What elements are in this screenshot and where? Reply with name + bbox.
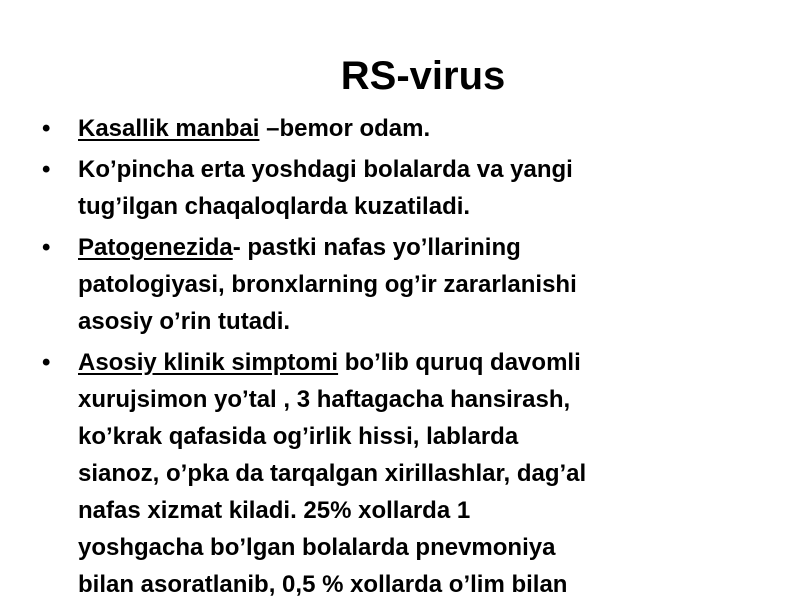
bullet-text: ko’krak qafasida og’irlik hissi, lablarda	[78, 423, 519, 450]
bullet-dot-icon: •	[42, 115, 51, 142]
bullet-text: - pastki nafas yo’llarining	[232, 234, 521, 261]
bullet-text: bilan asoratlanib, 0,5 % xollarda o’lim bilan	[78, 571, 568, 598]
bullet-line	[78, 566, 750, 600]
bullet-line	[78, 344, 750, 381]
bullet-line	[78, 529, 750, 566]
bullet-dot-icon: •	[42, 156, 51, 183]
bullet-line	[78, 418, 750, 455]
bullet-text: yoshgacha bo’lgan bolalarda pnevmoniya	[78, 534, 556, 561]
bullet-text: nafas xizmat kiladi. 25% xollarda 1	[78, 497, 471, 524]
bullet-text: bo’lib quruq davomli	[338, 349, 581, 376]
bullet-line	[78, 455, 750, 492]
bullet-line	[78, 381, 750, 418]
bullet-list	[0, 110, 800, 600]
bullet-item	[0, 229, 800, 340]
bullet-text: xurujsimon yo’tal , 3 haftagacha hansirash,	[78, 386, 571, 413]
bullet-item	[0, 110, 800, 147]
slide-title: RS-virus	[340, 54, 506, 98]
bullet-text: –bemor odam.	[259, 115, 431, 142]
underlined-term: Asosiy klinik simptomi	[78, 349, 339, 376]
bullet-text: tug’ilgan chaqaloqlarda kuzatiladi.	[78, 193, 471, 220]
bullet-line	[78, 229, 750, 266]
bullet-line	[78, 492, 750, 529]
bullet-item	[0, 344, 800, 600]
bullet-text: sianoz, o’pka da tarqalgan xirillashlar, dag’al	[78, 460, 587, 487]
bullet-item	[0, 151, 800, 225]
underlined-term: Kasallik manbai	[78, 115, 260, 142]
bullet-dot-icon: •	[42, 234, 51, 261]
bullet-text: Ko’pincha erta yoshdagi bolalarda va yangi	[78, 156, 573, 183]
bullet-line	[78, 151, 750, 188]
bullet-line	[78, 110, 750, 147]
bullet-line	[78, 303, 750, 340]
bullet-text: patologiyasi, bronxlarning og’ir zararlanishi	[78, 271, 577, 298]
underlined-term: Patogenezida	[78, 234, 233, 261]
bullet-text: asosiy o’rin tutadi.	[78, 308, 291, 335]
bullet-line	[78, 188, 750, 225]
bullet-line	[78, 266, 750, 303]
bullet-dot-icon: •	[42, 349, 51, 376]
